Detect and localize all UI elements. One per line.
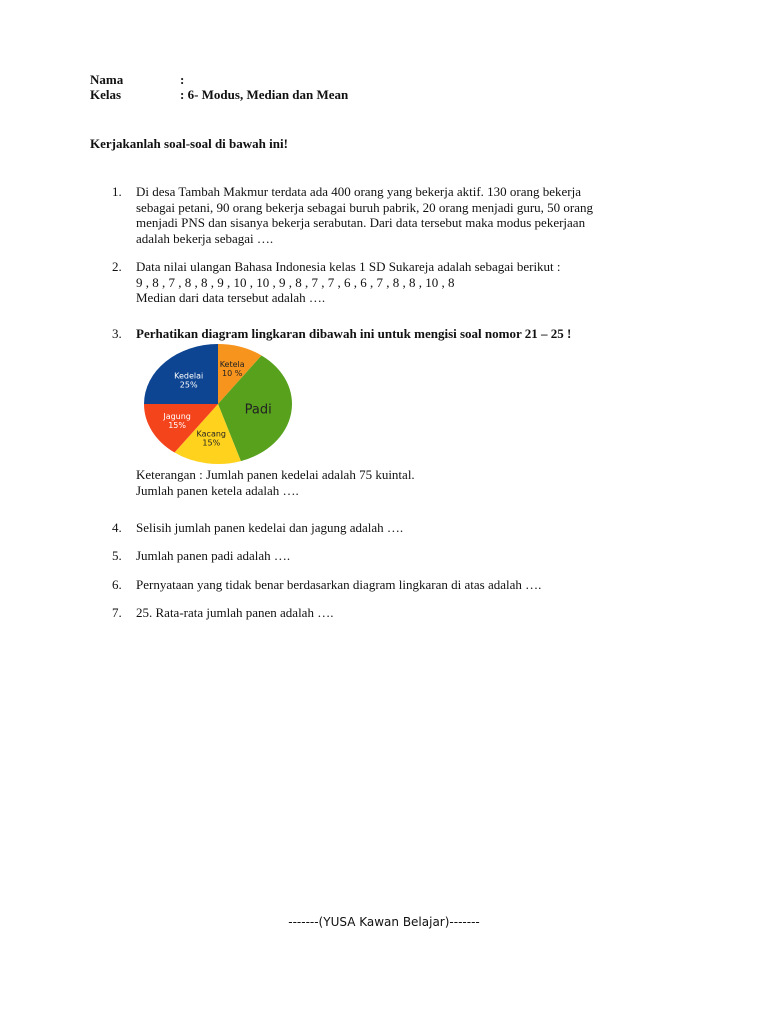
question-5-number: 5. xyxy=(112,548,122,563)
question-2-number: 2. xyxy=(112,259,122,274)
question-1-line: sebagai petani, 90 orang bekerja sebagai buruh pabrik, 20 orang menjadi guru, 50 orang xyxy=(136,199,594,215)
question-1-text xyxy=(136,184,593,246)
question-2-line: Median dari data tersebut adalah …. xyxy=(136,290,326,305)
question-7-number: 7. xyxy=(112,605,122,620)
question-3-note: Keterangan : Jumlah panen kedelai adalah 75 kuintal. xyxy=(136,467,415,482)
question-3-number: 3. xyxy=(112,326,122,341)
question-2-text xyxy=(136,259,561,306)
pie-value-kedelai: 25% xyxy=(179,380,198,390)
pie-label-jagung: Jagung xyxy=(163,412,191,422)
pie-label-ketela: Ketela xyxy=(219,359,245,369)
question-3-notes xyxy=(136,467,415,498)
question-7-text: 25. Rata-rata jumlah panen adalah …. xyxy=(136,605,334,620)
question-5-text: Jumlah panen padi adalah …. xyxy=(136,548,291,563)
question-2-line: Data nilai ulangan Bahasa Indonesia kelas 1 SD Sukareja adalah sebagai berikut : xyxy=(136,259,561,274)
instruction: Kerjakanlah soal-soal di bawah ini! xyxy=(90,136,288,151)
nama-label: Nama xyxy=(90,72,124,87)
question-6-text: Pernyataan yang tidak benar berdasarkan diagram lingkaran di atas adalah …. xyxy=(136,577,542,592)
question-2-line: 9 , 8 , 7 , 8 , 8 , 9 , 10 , 10 , 9 , 8 , 7 , 7 , 6 , 6 , 7 , 8 , 8 , 10 , 8 xyxy=(136,274,455,290)
question-1-number: 1. xyxy=(112,184,122,199)
nama-value: : xyxy=(180,72,185,87)
pie-value-kacang: 15% xyxy=(202,438,221,448)
pie-chart xyxy=(136,338,301,470)
pie-label-kedelai: Kedelai xyxy=(174,371,204,381)
question-1-line: Di desa Tambah Makmur terdata ada 400 orang yang bekerja aktif. 130 orang bekerja xyxy=(136,184,582,199)
question-4-number: 4. xyxy=(112,520,122,535)
question-3-note: Jumlah panen ketela adalah …. xyxy=(136,482,299,498)
pie-value-ketela: 10 % xyxy=(222,368,243,378)
kelas-value: : 6- Modus, Median dan Mean xyxy=(180,87,349,102)
pie-label-padi: Padi xyxy=(244,402,272,418)
pie-label-kacang: Kacang xyxy=(196,429,227,439)
footer: -------(YUSA Kawan Belajar)------- xyxy=(288,915,480,929)
question-1-line: adalah bekerja sebagai …. xyxy=(136,230,274,246)
question-1-line: menjadi PNS dan sisanya bekerja serabutan. Dari data tersebut maka modus pekerjaan xyxy=(136,215,586,230)
pie-value-jagung: 15% xyxy=(168,421,187,431)
question-4-text: Selisih jumlah panen kedelai dan jagung adalah …. xyxy=(136,520,404,535)
kelas-label: Kelas xyxy=(90,87,122,102)
question-3-text: Perhatikan diagram lingkaran dibawah ini untuk mengisi soal nomor 21 – 25 ! xyxy=(136,326,572,341)
question-6-number: 6. xyxy=(112,577,122,592)
